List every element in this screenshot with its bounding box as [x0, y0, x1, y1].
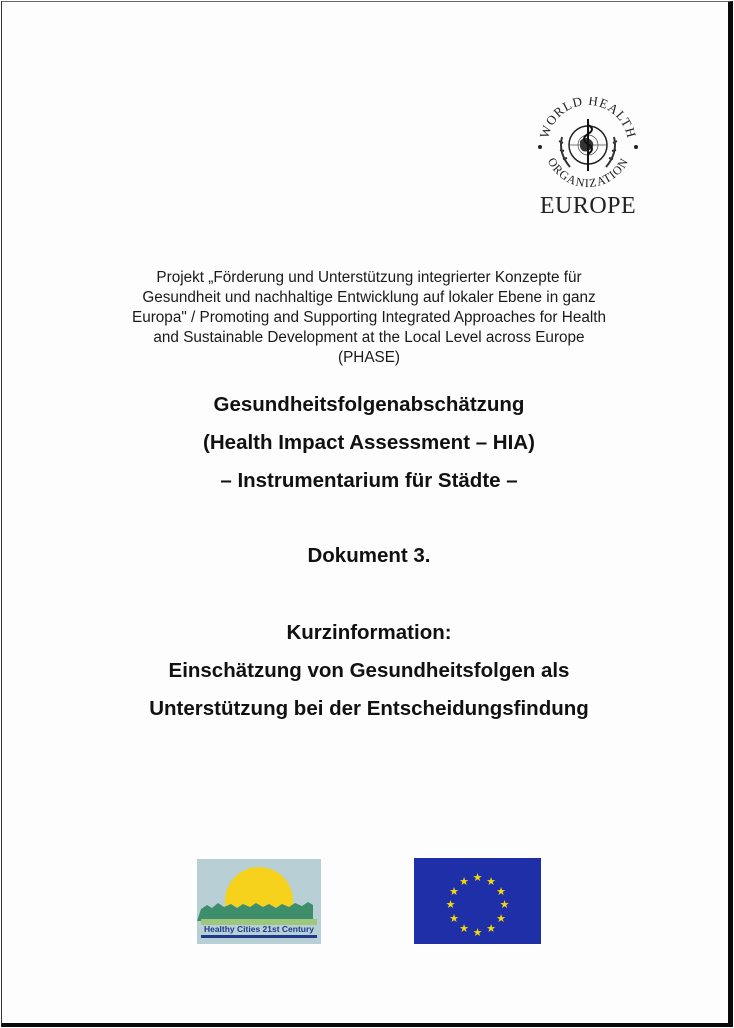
document-number: Dokument 3.	[307, 544, 431, 567]
title-line: Gesundheitsfolgenabschätzung	[213, 393, 525, 416]
svg-text:★: ★	[449, 886, 459, 898]
subtitle-line: Kurzinformation:	[286, 621, 452, 644]
intro-line: Projekt „Förderung und Unterstützung integrierter Konzepte für	[156, 269, 582, 286]
svg-text:★: ★	[459, 923, 469, 935]
svg-text:★: ★	[496, 886, 506, 898]
intro-line: Gesundheit und nachhaltige Entwicklung auf lokaler Ebene in ganz	[142, 289, 596, 306]
document-title	[62, 386, 676, 500]
svg-text:★: ★	[459, 876, 469, 888]
title-line: (Health Impact Assessment – HIA)	[203, 431, 535, 454]
intro-line: Europa" / Promoting and Supporting Integrated Approaches for Health	[132, 309, 606, 326]
eu-flag-icon	[414, 858, 541, 944]
svg-text:★: ★	[499, 899, 510, 911]
svg-text:★: ★	[486, 923, 496, 935]
project-intro	[92, 268, 646, 368]
svg-text:Healthy Cities 21st Century: Healthy Cities 21st Century	[203, 924, 315, 934]
title-line: – Instrumentarium für Städte –	[220, 469, 518, 492]
svg-text:★: ★	[496, 913, 506, 925]
subtitle-line: Unterstützung bei der Entscheidungsfindung	[149, 697, 589, 720]
svg-text:★: ★	[472, 872, 483, 884]
who-europe-logo	[530, 97, 646, 220]
intro-line: (PHASE)	[337, 349, 401, 366]
svg-text:ORGANIZATION: ORGANIZATION	[544, 155, 632, 191]
document-page	[1, 1, 733, 1027]
who-region-label: EUROPE	[539, 193, 637, 219]
svg-text:★: ★	[445, 899, 456, 911]
healthy-cities-logo	[197, 859, 321, 944]
svg-text:★: ★	[486, 876, 496, 888]
eu-flag-logo	[414, 858, 541, 944]
document-subtitle	[62, 614, 676, 728]
who-emblem-icon	[532, 97, 644, 193]
svg-text:★: ★	[472, 927, 483, 939]
svg-text:WORLD HEALTH: WORLD HEALTH	[536, 97, 640, 140]
healthy-cities-logo-icon	[197, 859, 321, 944]
intro-line: and Sustainable Development at the Local Level across Europe	[153, 329, 585, 346]
subtitle-line: Einschätzung von Gesundheitsfolgen als	[168, 659, 570, 682]
svg-text:★: ★	[449, 913, 459, 925]
